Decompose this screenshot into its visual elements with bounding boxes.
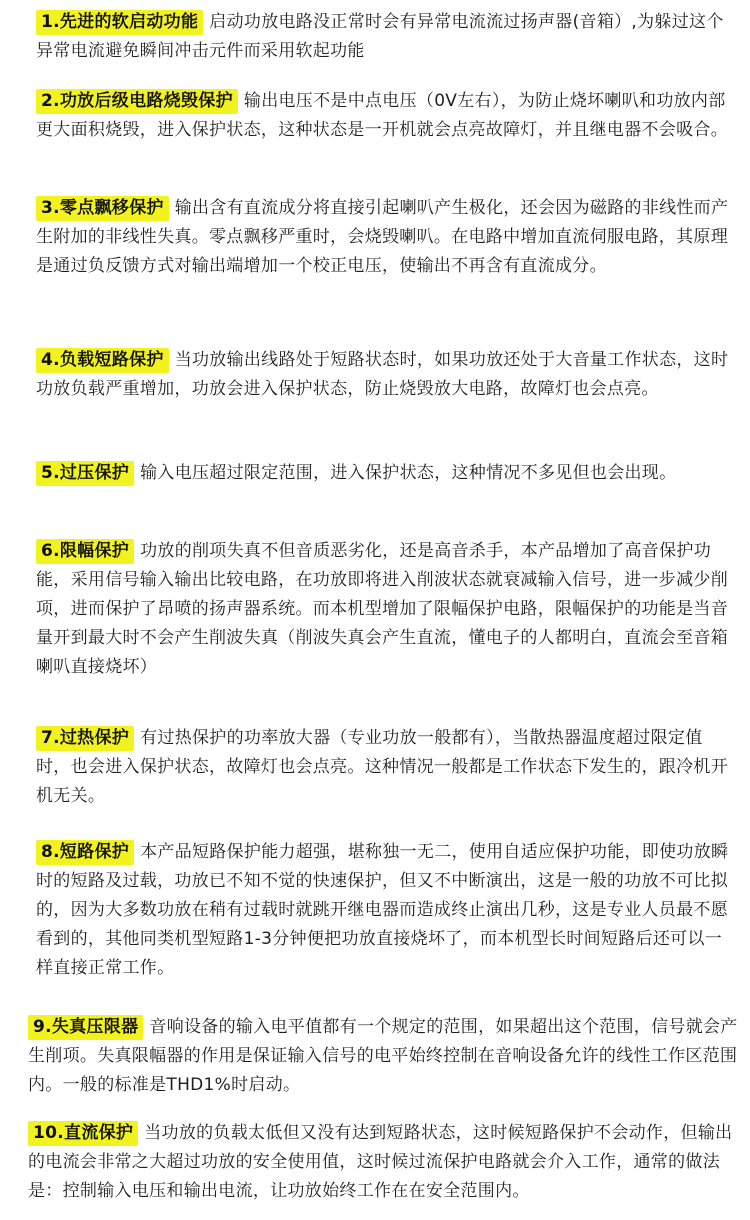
section-3 <box>36 194 736 281</box>
section-7-text: 有过热保护的功率放大器（专业功放一般都有），当散热器温度超过限定值时，也会进入保护状态，故障灯也会点亮。这种情况一般都是工作状态下发生的，跟冷机开机无关。 <box>36 728 728 806</box>
section-3-title: 3.零点飘移保护 <box>36 196 169 221</box>
section-2-title: 2.功放后级电路烧毁保护 <box>36 89 238 114</box>
section-8-text: 本产品短路保护能力超强，堪称独一无二，使用自适应保护功能，即使功放瞬时的短路及过载，功放已不知不觉的快速保护，但又不中断演出，这是一般的功放不可比拟的，因为大多数功放在稍有过载时就跳开继电器而造成终止演出几秒，这是专业人员最不愿看到的，其他同类机型短路1-3分钟便把功放直接烧坏了，而本机型长时间短路后还可以一样直接正常工作。 <box>36 842 729 978</box>
section-9-title: 9.失真压限器 <box>28 1015 143 1040</box>
section-9 <box>28 1013 740 1100</box>
section-5-title: 5.过压保护 <box>36 461 134 486</box>
section-5-text: 输入电压超过限定范围，进入保护状态，这种情况不多见但也会出现。 <box>140 463 677 483</box>
section-1-title: 1.先进的软启动功能 <box>36 10 203 35</box>
section-3-text: 输出含有直流成分将直接引起喇叭产生极化，还会因为磁路的非线性而产生附加的非线性失真。零点飘移严重时，会烧毁喇叭。在电路中增加直流伺服电路，其原理是通过负反馈方式对输出端增加一个校正电压，使输出不再含有直流成分。 <box>36 198 729 276</box>
section-4-title: 4.负载短路保护 <box>36 348 169 373</box>
section-10-title: 10.直流保护 <box>28 1121 138 1146</box>
section-1 <box>36 8 736 66</box>
section-10 <box>28 1119 740 1206</box>
section-6-text: 功放的削项失真不但音质恶劣化，还是高音杀手，本产品增加了高音保护功能，采用信号输入输出比较电路，在功放即将进入削波状态就衰减输入信号，进一步减少削项，进而保护了昂喷的扬声器系统。而本机型增加了限幅保护电路，限幅保护的功能是当音量开到最大时不会产生削波失真（削波失真会产生直流，懂电子的人都明白，直流会至音箱喇叭直接烧坏） <box>36 541 728 677</box>
section-1-text: 启动功放电路没正常时会有异常电流流过扬声器(音箱）,为躲过这个异常电流避免瞬间冲击元件而采用软起功能 <box>36 12 724 61</box>
section-2-text: 输出电压不是中点电压（0V左右），为防止烧坏喇叭和功放内部更大面积烧毁，进入保护状态，这种状态是一开机就会点亮故障灯，并且继电器不会吸合。 <box>36 91 728 140</box>
section-2 <box>36 87 736 145</box>
section-5 <box>36 459 736 488</box>
section-8-title: 8.短路保护 <box>36 840 134 865</box>
section-4-text: 当功放输出线路处于短路状态时，如果功放还处于大音量工作状态，这时功放负载严重增加，功放会进入保护状态，防止烧毁放大电路，故障灯也会点亮。 <box>36 350 729 399</box>
section-6 <box>36 537 736 682</box>
section-8 <box>36 838 736 983</box>
section-6-title: 6.限幅保护 <box>36 539 134 564</box>
section-4 <box>36 346 736 404</box>
section-10-text: 当功放的负载太低但又没有达到短路状态，这时候短路保护不会动作，但输出的电流会非常之大超过功放的安全使用值，这时候过流保护电路就会介入工作，通常的做法是：控制输入电压和输出电流，让功放始终工作在在安全范围内。 <box>28 1123 733 1201</box>
section-9-text: 音响设备的输入电平值都有一个规定的范围，如果超出这个范围，信号就会产生削项。失真限幅器的作用是保证输入信号的电平始终控制在音响设备允许的线性工作区范围内。一般的标准是THD1%时启动。 <box>28 1017 738 1095</box>
section-7-title: 7.过热保护 <box>36 726 134 751</box>
section-7 <box>36 724 736 811</box>
